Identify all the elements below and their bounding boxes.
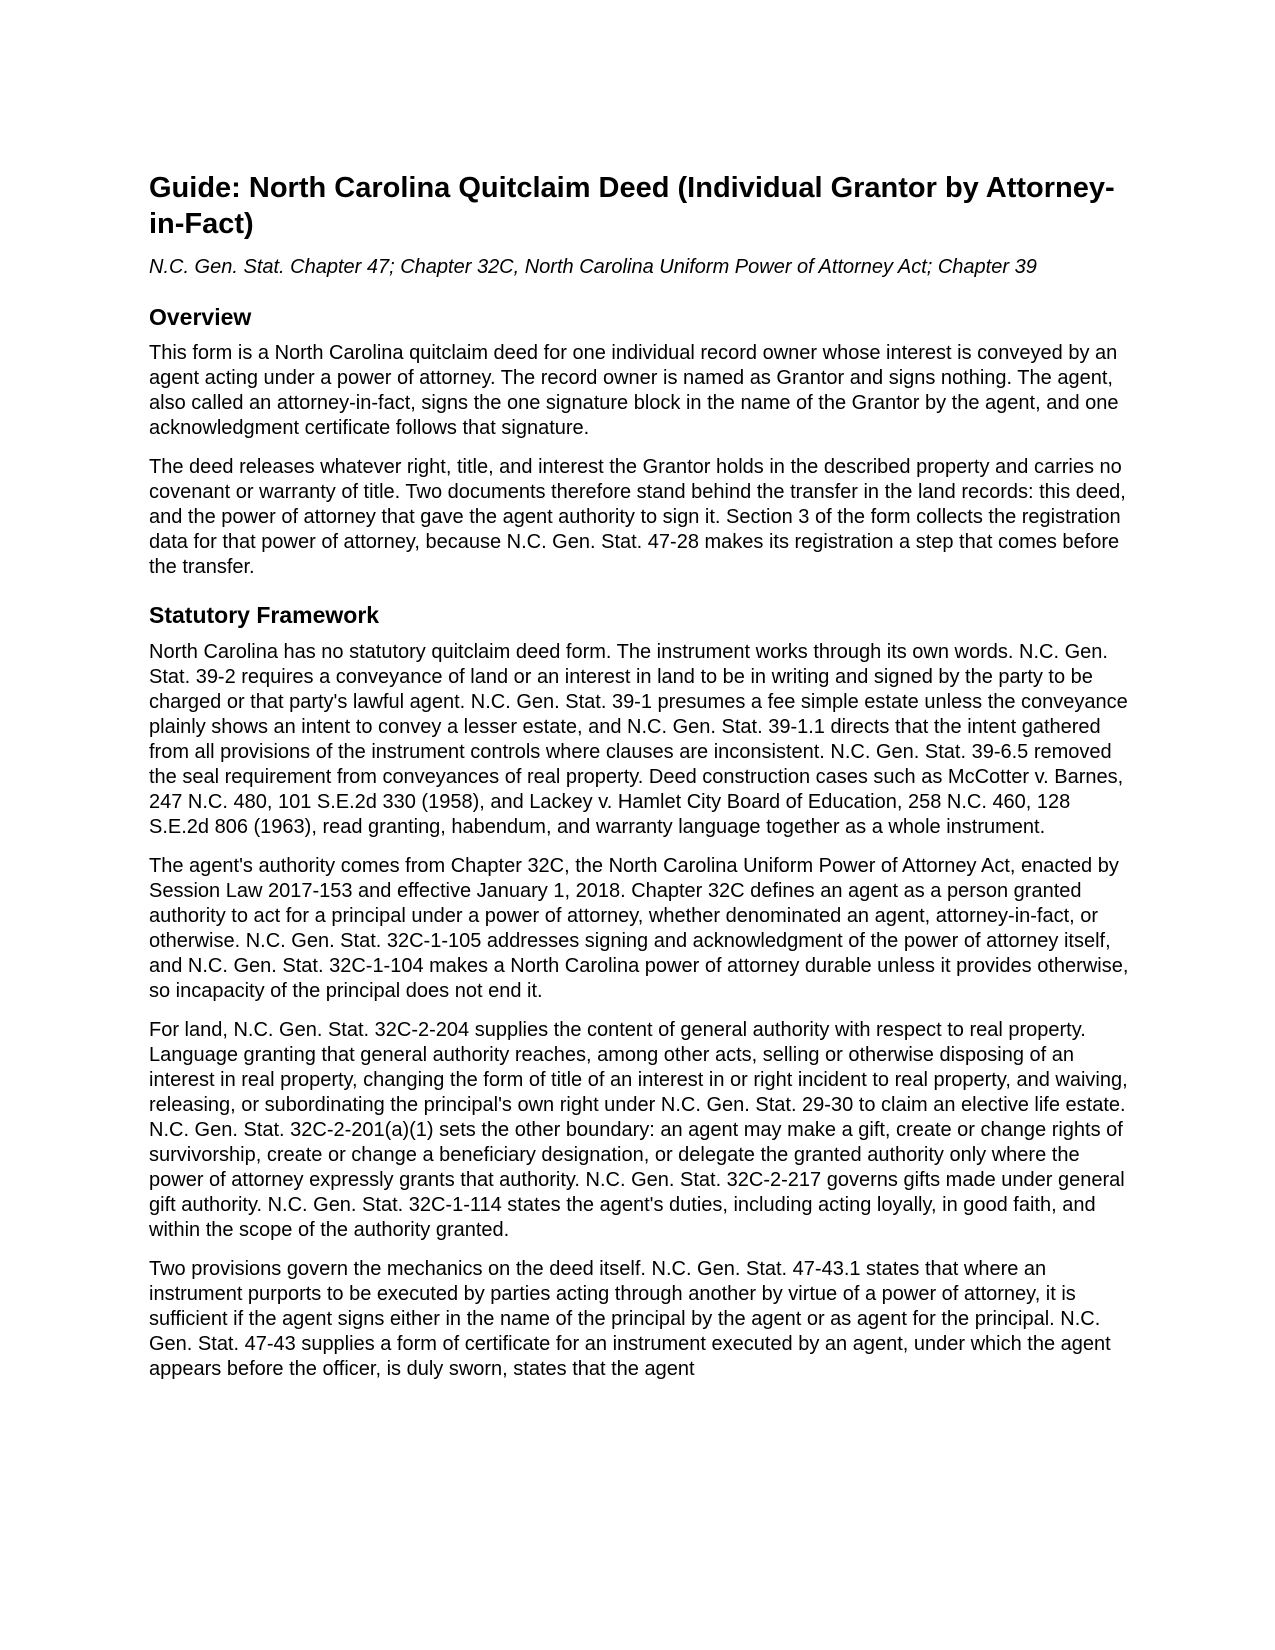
framework-paragraph-2: The agent's authority comes from Chapter 32C, the North Carolina Uniform Power of Attorney Act, enacted by Session Law 2017-153 and effective January 1, 2018. Chapter 32C defines an agent as a person granted authority to act for a principal under a power of attorney, whether denominated an agent, attorney-in-fact, or otherwise. N.C. Gen. Stat. 32C-1-105 addresses signing and acknowledgment of the power of attorney itself, and N.C. Gen. Stat. 32C-1-104 makes a North Carolina power of attorney durable unless it provides otherwise, so incapacity of the principal does not end it. <box>149 855 1129 1002</box>
document-page <box>149 170 1129 1382</box>
section-heading-statutory-framework: Statutory Framework <box>149 602 380 628</box>
overview-paragraph-2: The deed releases whatever right, title, and interest the Grantor holds in the described property and carries no covenant or warranty of title. Two documents therefore stand behind the transfer in the land records: this deed, and the power of attorney that gave the agent authority to sign it. Section 3 of the form collects the registration data for that power of attorney, because N.C. Gen. Stat. 47-28 makes its registration a step that comes before the transfer. <box>149 456 1126 578</box>
document-title: Guide: North Carolina Quitclaim Deed (Individual Grantor by Attorney-in-Fact) <box>149 172 1115 240</box>
document-subtitle: N.C. Gen. Stat. Chapter 47; Chapter 32C, North Carolina Uniform Power of Attorney Act; Chapter 39 <box>149 256 1037 278</box>
overview-paragraph-1: This form is a North Carolina quitclaim deed for one individual record owner whose interest is conveyed by an agent acting under a power of attorney. The record owner is named as Grantor and signs nothing. The agent, also called an attorney-in-fact, signs the one signature block in the name of the Grantor by the agent, and one acknowledgment certificate follows that signature. <box>149 342 1119 439</box>
section-heading-overview: Overview <box>149 304 252 330</box>
framework-paragraph-1: North Carolina has no statutory quitclaim deed form. The instrument works through its own words. N.C. Gen. Stat. 39-2 requires a conveyance of land or an interest in land to be in writing and signed by the party to be charged or that party's lawful agent. N.C. Gen. Stat. 39-1 presumes a fee simple estate unless the conveyance plainly shows an intent to convey a lesser estate, and N.C. Gen. Stat. 39-1.1 directs that the intent gathered from all provisions of the instrument controls where clauses are inconsistent. N.C. Gen. Stat. 39-6.5 removed the seal requirement from conveyances of real property. Deed construction cases such as McCotter v. Barnes, 247 N.C. 480, 101 S.E.2d 330 (1958), and Lackey v. Hamlet City Board of Education, 258 N.C. 460, 128 S.E.2d 806 (1963), read granting, habendum, and warranty language together as a whole instrument. <box>149 641 1128 838</box>
framework-paragraph-3: For land, N.C. Gen. Stat. 32C-2-204 supplies the content of general authority with respect to real property. Language granting that general authority reaches, among other acts, selling or otherwise disposing of an interest in real property, changing the form of title of an interest in or right incident to real property, and waiving, releasing, or subordinating the principal's own right under N.C. Gen. Stat. 29-30 to claim an elective life estate. N.C. Gen. Stat. 32C-2-201(a)(1) sets the other boundary: an agent may make a gift, create or change rights of survivorship, create or change a beneficiary designation, or delegate the granted authority only where the power of attorney expressly grants that authority. N.C. Gen. Stat. 32C-2-217 governs gifts made under general gift authority. N.C. Gen. Stat. 32C-1-114 states the agent's duties, including acting loyally, in good faith, and within the scope of the authority granted. <box>149 1019 1128 1241</box>
framework-paragraph-4: Two provisions govern the mechanics on the deed itself. N.C. Gen. Stat. 47-43.1 states that where an instrument purports to be executed by parties acting through another by virtue of a power of attorney, it is sufficient if the agent signs either in the name of the principal by the agent or as agent for the principal. N.C. Gen. Stat. 47-43 supplies a form of certificate for an instrument executed by an agent, under which the agent appears before the officer, is duly sworn, states that the agent <box>149 1258 1111 1380</box>
